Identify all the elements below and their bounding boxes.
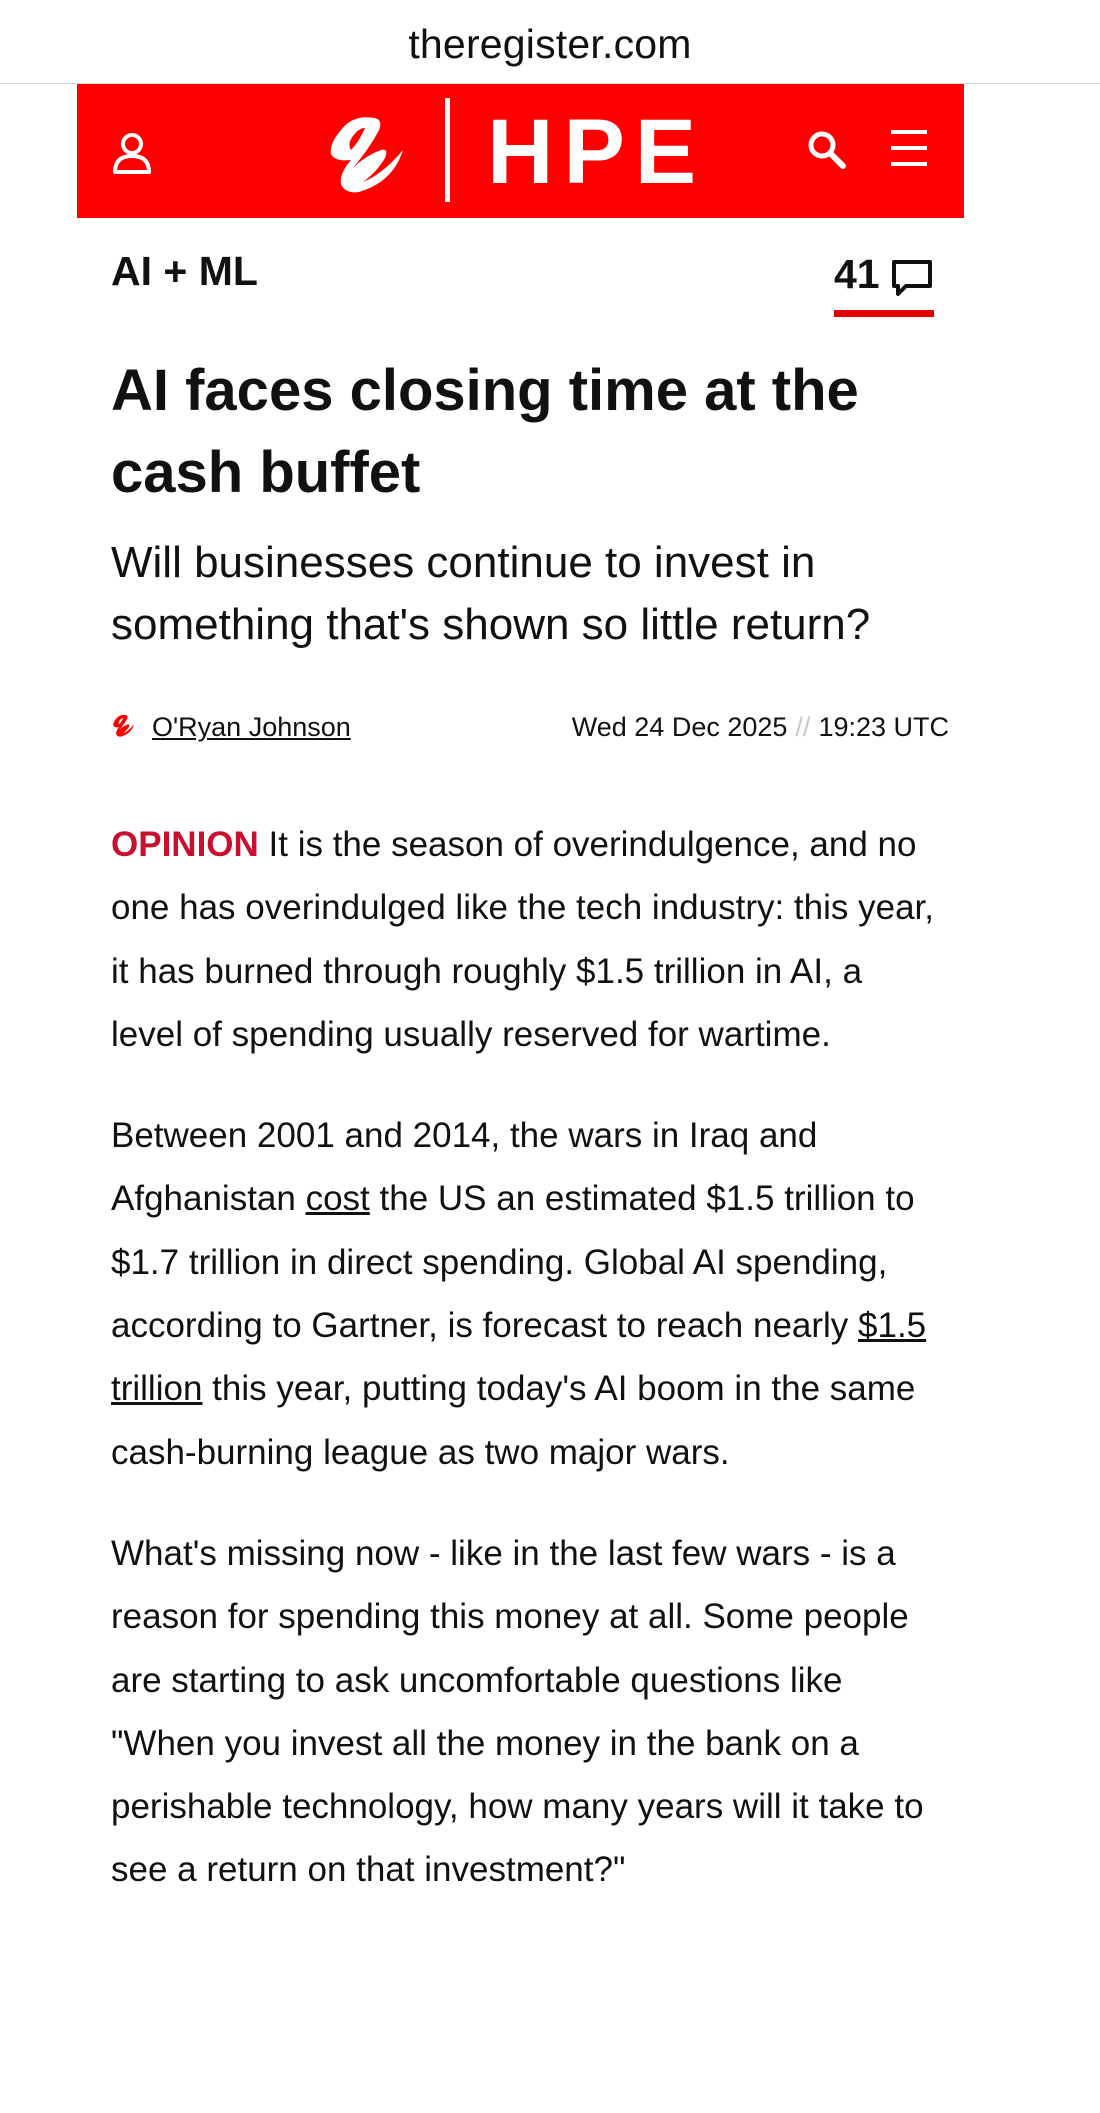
article-body xyxy=(111,813,941,1940)
browser-address-bar[interactable] xyxy=(0,0,1100,84)
comments-link[interactable] xyxy=(834,248,934,317)
sponsor-logo[interactable]: HPE xyxy=(487,101,707,203)
cost-link[interactable]: cost xyxy=(305,1179,370,1219)
speech-bubble-icon[interactable] xyxy=(890,258,934,298)
gartner-link[interactable]: $1.5 trillion xyxy=(111,1306,927,1409)
search-icon[interactable] xyxy=(805,128,849,172)
header-divider xyxy=(445,98,450,202)
opinion-kicker: OPINION xyxy=(111,825,259,864)
publish-time: 19:23 UTC xyxy=(818,712,949,742)
paragraph-1 xyxy=(111,813,941,1066)
paragraph-2 xyxy=(111,1104,941,1484)
date-separator: // xyxy=(795,712,811,742)
comment-count[interactable]: 41 xyxy=(834,251,880,297)
paragraph-3 xyxy=(111,1522,941,1902)
user-icon[interactable] xyxy=(107,128,157,178)
byline xyxy=(111,708,949,748)
paragraph-text: Between 2001 and 2014, the wars in Iraq and Afghanistan xyxy=(111,1116,818,1219)
site-header xyxy=(77,84,964,218)
publish-date: Wed 24 Dec 2025 xyxy=(571,712,788,742)
article-standfirst: Will businesses continue to invest in something that's shown so little return? xyxy=(111,538,871,649)
author-link[interactable]: O'Ryan Johnson xyxy=(152,712,351,742)
paragraph-text: What's missing now - like in the last few wars - is a reason for spending this money at all. Some people are starting to ask uncomfortable questions like "When you invest all the money in the bank on a perishable technology, how many years will it take to see a return on that investment?" xyxy=(111,1533,924,1890)
article-headline: AI faces closing time at the cash buffet xyxy=(111,358,859,505)
register-logo-icon xyxy=(111,712,137,738)
menu-icon[interactable] xyxy=(889,128,929,168)
paragraph-text: the US an estimated $1.5 trillion to $1.7 trillion in direct spending. Global AI spending, according to Gartner, is forecast to reach nearly xyxy=(111,1179,915,1346)
paragraph-text: It is the season of overindulgence, and no one has overindulged like the tech industry: this year, it has burned through roughly $1.5 trillion in AI, a level of spending usually reserved for wartime. xyxy=(111,825,934,1054)
paragraph-text: this year, putting today's AI boom in the same cash-burning league as two major wars. xyxy=(111,1369,916,1472)
url-text[interactable]: theregister.com xyxy=(408,21,692,67)
section-label[interactable]: AI + ML xyxy=(111,248,258,294)
register-logo-icon[interactable] xyxy=(323,110,413,194)
publish-datetime xyxy=(572,712,949,743)
